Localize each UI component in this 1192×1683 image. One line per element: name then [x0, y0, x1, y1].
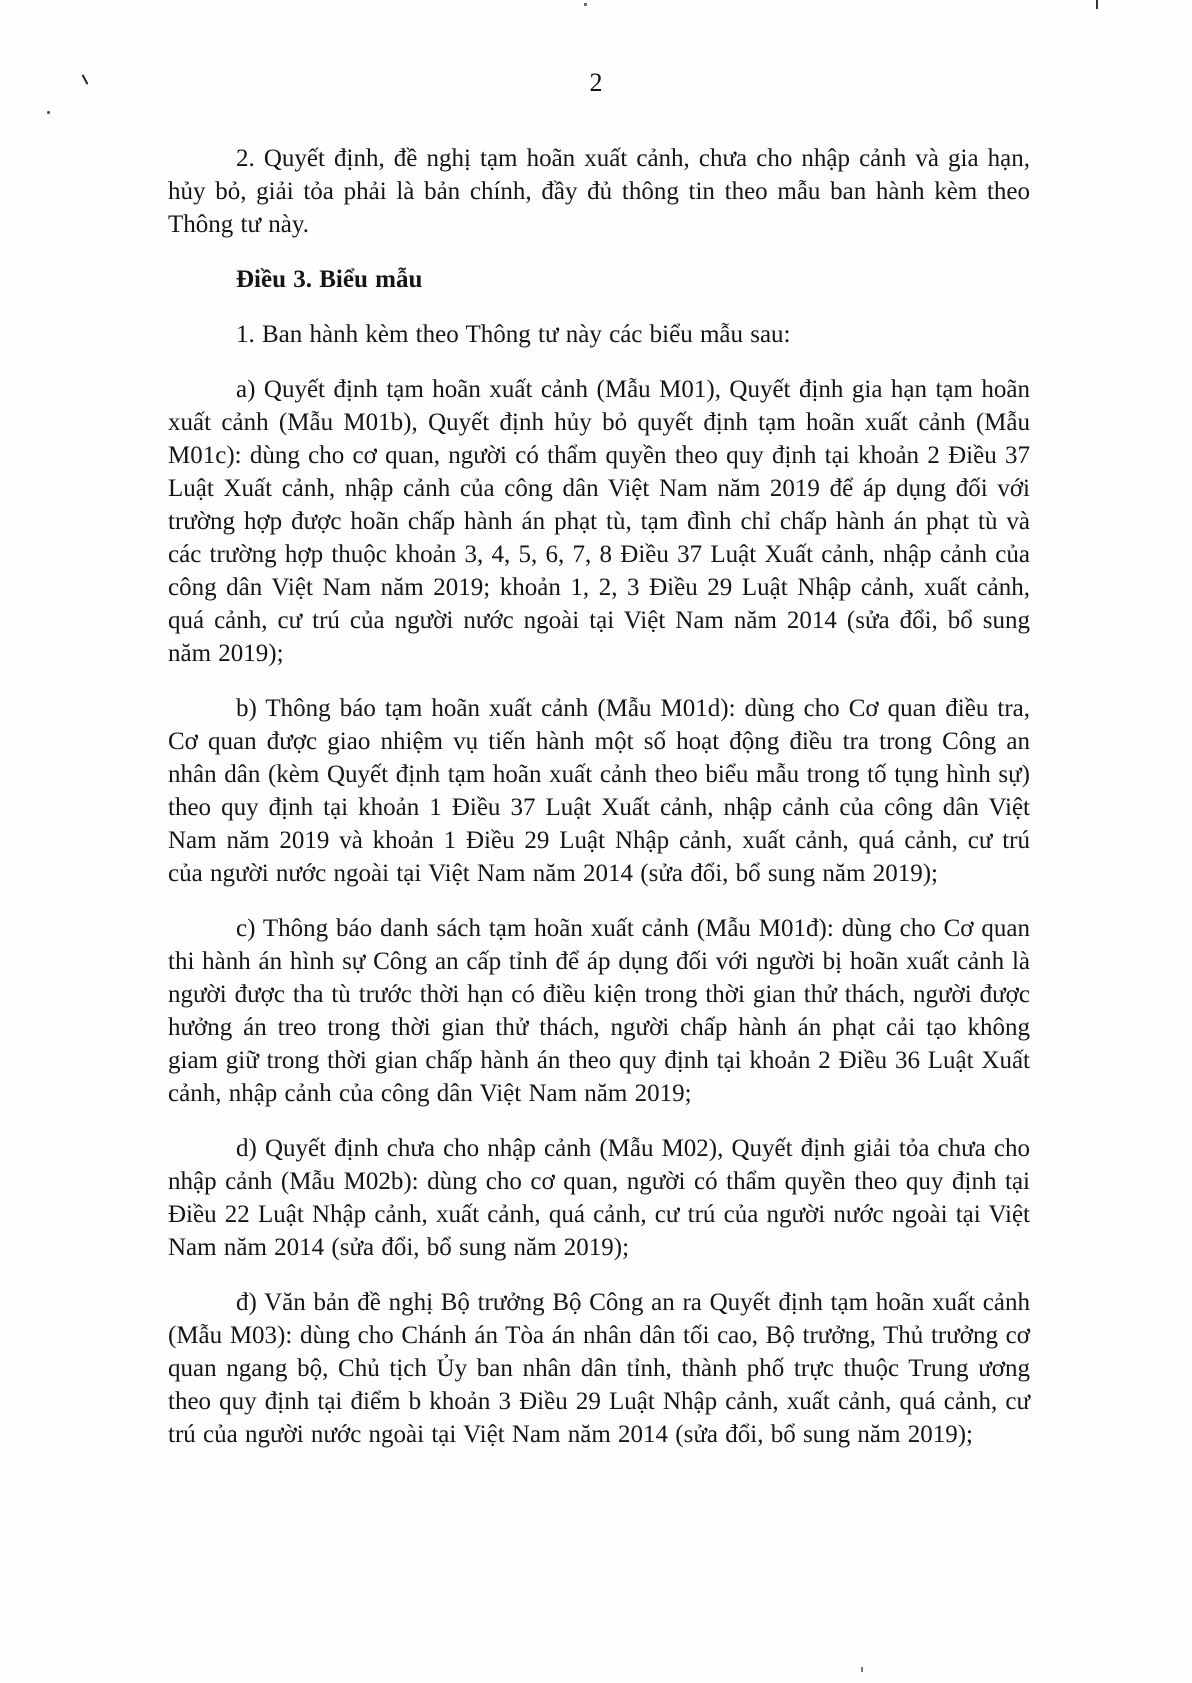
- scan-artifact-dot-top-center: [584, 3, 587, 6]
- scan-artifact-line-top-right: [1096, 0, 1098, 9]
- page-number: 2: [589, 68, 603, 97]
- paragraph-clause-2: 2. Quyết định, đề nghị tạm hoãn xuất cảnh, chưa cho nhập cảnh và gia hạn, hủy bỏ, giải tỏa phải là bản chính, đầy đủ thông tin theo mẫu ban hành kèm theo Thông tư này.: [168, 145, 1030, 238]
- paragraph-point-a: a) Quyết định tạm hoãn xuất cảnh (Mẫu M01), Quyết định gia hạn tạm hoãn xuất cảnh (Mẫu M01b), Quyết định hủy bỏ quyết định tạm hoãn xuất cảnh (Mẫu M01c): dùng cho cơ quan, người có thẩm quyền theo quy định tại khoản 2 Điều 37 Luật Xuất cảnh, nhập cảnh của công dân Việt Nam năm 2019 để áp dụng đối với trường hợp được hoãn chấp hành án phạt tù, tạm đình chỉ chấp hành án phạt tù và các trường hợp thuộc khoản 3, 4, 5, 6, 7, 8 Điều 37 Luật Xuất cảnh, nhập cảnh của công dân Việt Nam năm 2019; khoản 1, 2, 3 Điều 29 Luật Nhập cảnh, xuất cảnh, quá cảnh, cư trú của người nước ngoài tại Việt Nam năm 2014 (sửa đổi, bổ sung năm 2019);: [168, 376, 1030, 667]
- document-content: [168, 142, 1030, 1473]
- paragraph-point-dd: đ) Văn bản đề nghị Bộ trưởng Bộ Công an ra Quyết định tạm hoãn xuất cảnh (Mẫu M03): dùng cho Chánh án Tòa án nhân dân tối cao, Bộ trưởng, Thủ trưởng cơ quan ngang bộ, Chủ tịch Ủy ban nhân dân tỉnh, thành phố trực thuộc Trung ương theo quy định tại điểm b khoản 3 Điều 29 Luật Nhập cảnh, xuất cảnh, quá cảnh, cư trú của người nước ngoài tại Việt Nam năm 2014 (sửa đổi, bổ sung năm 2019);: [168, 1289, 1030, 1448]
- paragraph-point-c: c) Thông báo danh sách tạm hoãn xuất cảnh (Mẫu M01đ): dùng cho Cơ quan thi hành án hình sự Công an cấp tỉnh để áp dụng đối với người bị hoãn xuất cảnh là người được tha tù trước thời hạn có điều kiện trong thời gian thử thách, người được hưởng án treo trong thời gian thử thách, người chấp hành án phạt cải tạo không giam giữ trong thời gian chấp hành án theo quy định tại khoản 2 Điều 36 Luật Xuất cảnh, nhập cảnh của công dân Việt Nam năm 2019;: [168, 915, 1030, 1107]
- paragraph-point-b: b) Thông báo tạm hoãn xuất cảnh (Mẫu M01d): dùng cho Cơ quan điều tra, Cơ quan được giao nhiệm vụ tiến hành một số hoạt động điều tra trong Công an nhân dân (kèm Quyết định tạm hoãn xuất cảnh theo biểu mẫu trong tố tụng hình sự) theo quy định tại khoản 1 Điều 37 Luật Xuất cảnh, nhập cảnh của công dân Việt Nam năm 2019 và khoản 1 Điều 29 Luật Nhập cảnh, xuất cảnh, quá cảnh, cư trú của người nước ngoài tại Việt Nam năm 2014 (sửa đổi, bổ sung năm 2019);: [168, 695, 1030, 887]
- scan-artifact-dot-left: [47, 111, 50, 114]
- article-3-heading: Điều 3. Biểu mẫu: [236, 266, 423, 293]
- paragraph-item-1-intro: 1. Ban hành kèm theo Thông tư này các biểu mẫu sau:: [236, 321, 791, 348]
- scan-artifact-dot-bottom-right: [861, 1667, 863, 1672]
- paragraph-point-d: d) Quyết định chưa cho nhập cảnh (Mẫu M02), Quyết định giải tỏa chưa cho nhập cảnh (Mẫu M02b): dùng cho cơ quan, người có thẩm quyền theo quy định tại Điều 22 Luật Nhập cảnh, xuất cảnh, quá cảnh, cư trú của người nước ngoài tại Việt Nam năm 2014 (sửa đổi, bổ sung năm 2019);: [168, 1135, 1030, 1261]
